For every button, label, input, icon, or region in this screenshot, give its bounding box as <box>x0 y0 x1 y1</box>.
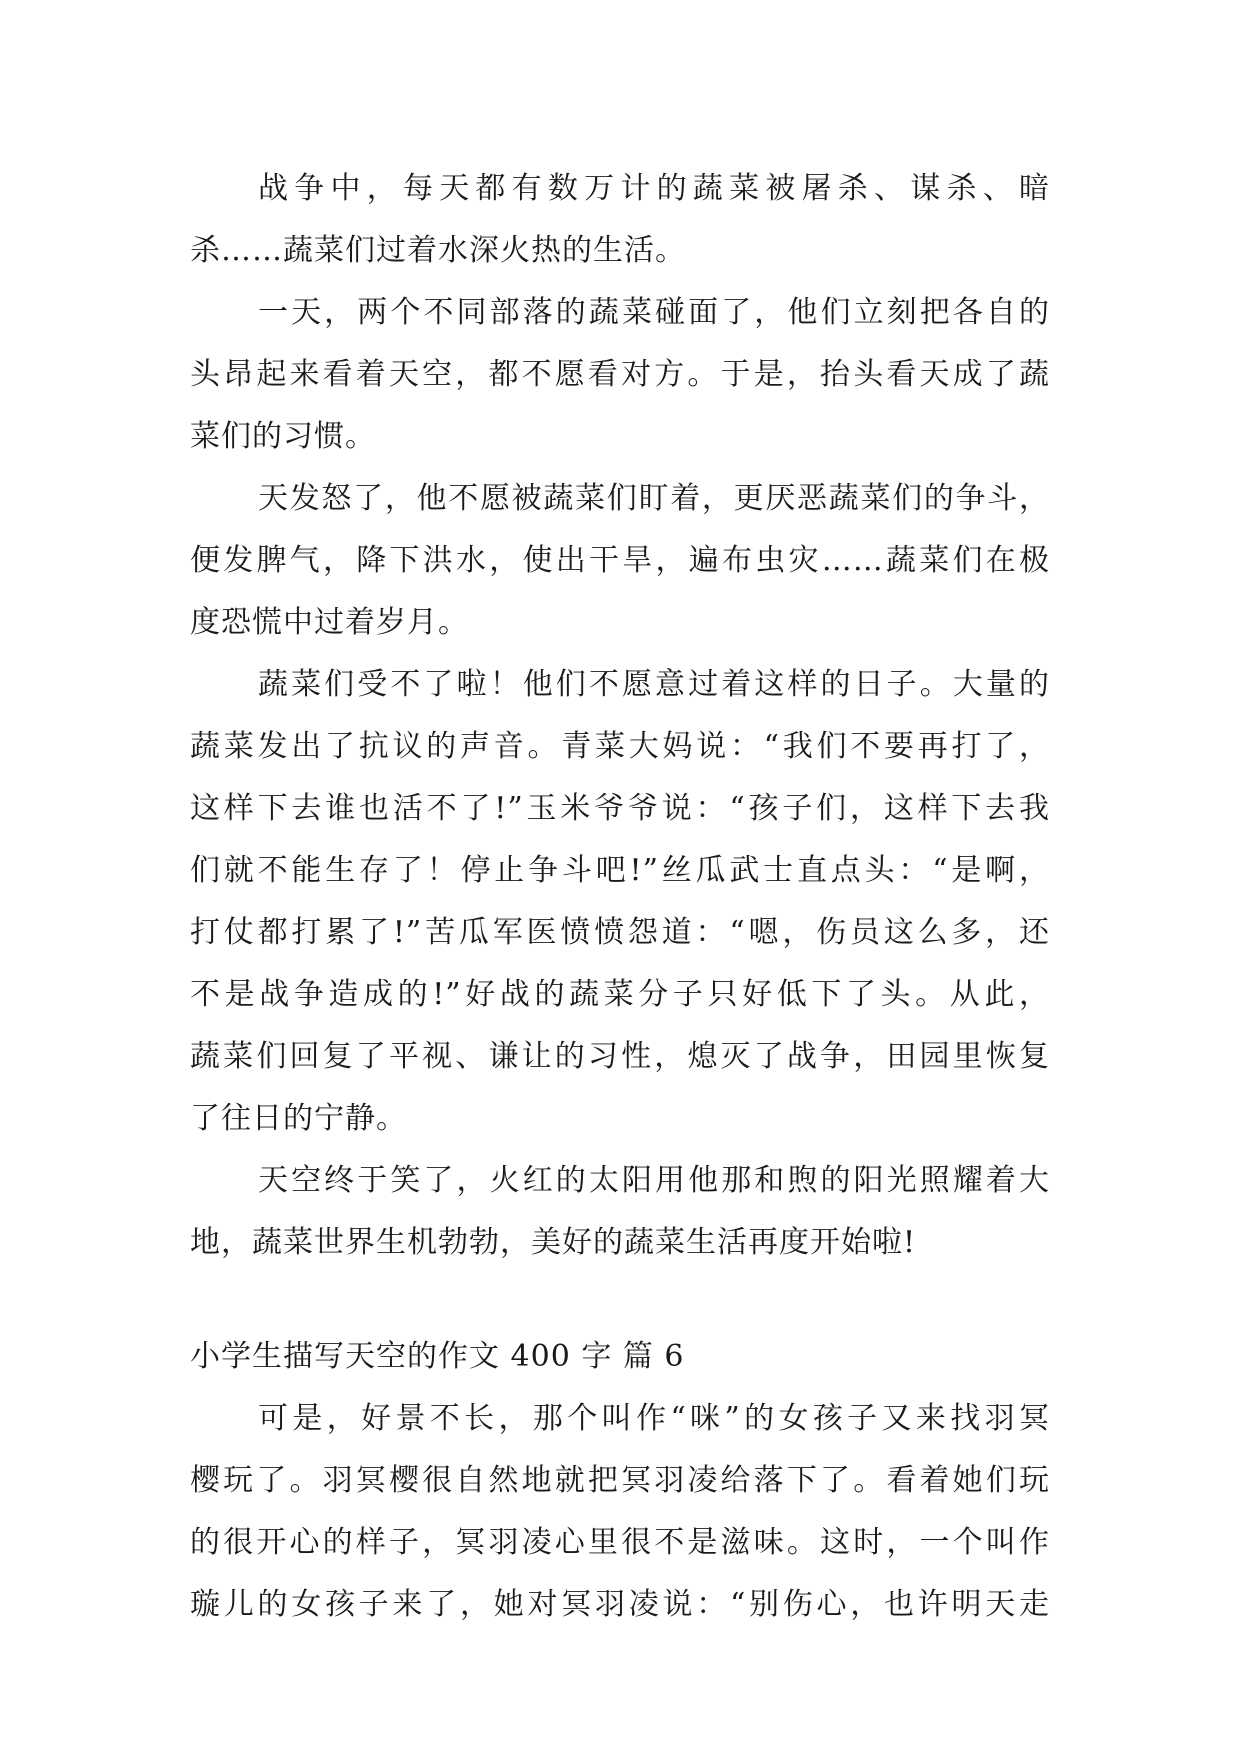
paragraph <box>190 1388 1050 1636</box>
text-line: 蔬菜们受不了啦！他们不愿意过着这样的日子。大量的 <box>258 667 1050 702</box>
paragraph <box>190 1150 1050 1274</box>
text-line: 地，蔬菜世界生机勃勃，美好的蔬菜生活再度开始啦! <box>190 1225 917 1260</box>
paragraph <box>190 158 1050 282</box>
text-line: 杀……蔬菜们过着水深火热的生活。 <box>190 233 686 268</box>
text-line: 一天，两个不同部落的蔬菜碰面了，他们立刻把各自的 <box>258 295 1050 330</box>
text-line: 的很开心的样子，冥羽凌心里很不是滋味。这时，一个叫作 <box>190 1525 1050 1560</box>
text-line: 天空终于笑了，火红的太阳用他那和煦的阳光照耀着大 <box>258 1163 1050 1198</box>
text-line: 度恐慌中过着岁月。 <box>190 605 469 640</box>
document-page <box>190 158 1050 1636</box>
paragraph <box>190 654 1050 1150</box>
text-line: 蔬菜们回复了平视、谦让的习性，熄灭了战争，田园里恢复 <box>190 1039 1050 1074</box>
text-line: 璇儿的女孩子来了，她对冥羽凌说：“别伤心，也许明天走 <box>190 1587 1050 1622</box>
text-line: 菜们的习惯。 <box>190 419 376 454</box>
text-line: 樱玩了。羽冥樱很自然地就把冥羽凌给落下了。看着她们玩 <box>190 1463 1050 1498</box>
text-line: 头昂起来看着天空，都不愿看对方。于是，抬头看天成了蔬 <box>190 357 1050 392</box>
text-line: 可是，好景不长，那个叫作“咪”的女孩子又来找羽冥 <box>258 1401 1050 1436</box>
text-line: 了往日的宁静。 <box>190 1101 407 1136</box>
text-line: 战争中，每天都有数万计的蔬菜被屠杀、谋杀、暗 <box>258 171 1050 206</box>
section-heading: 小学生描写天空的作文 400 字 篇 6 <box>190 1339 685 1374</box>
text-line: 便发脾气，降下洪水，使出干旱，遍布虫灾……蔬菜们在极 <box>190 543 1050 578</box>
text-line: 不是战争造成的!”好战的蔬菜分子只好低下了头。从此， <box>190 977 1050 1012</box>
text-line: 打仗都打累了!”苦瓜军医愤愤怨道：“嗯，伤员这么多，还 <box>190 915 1050 950</box>
text-line: 蔬菜发出了抗议的声音。青菜大妈说：“我们不要再打了， <box>190 729 1050 764</box>
text-line: 们就不能生存了！停止争斗吧!”丝瓜武士直点头：“是啊， <box>190 853 1050 888</box>
text-line: 天发怒了，他不愿被蔬菜们盯着，更厌恶蔬菜们的争斗， <box>258 481 1050 516</box>
paragraph <box>190 282 1050 468</box>
text-line: 这样下去谁也活不了!”玉米爷爷说：“孩子们，这样下去我 <box>190 791 1050 826</box>
paragraph <box>190 468 1050 654</box>
